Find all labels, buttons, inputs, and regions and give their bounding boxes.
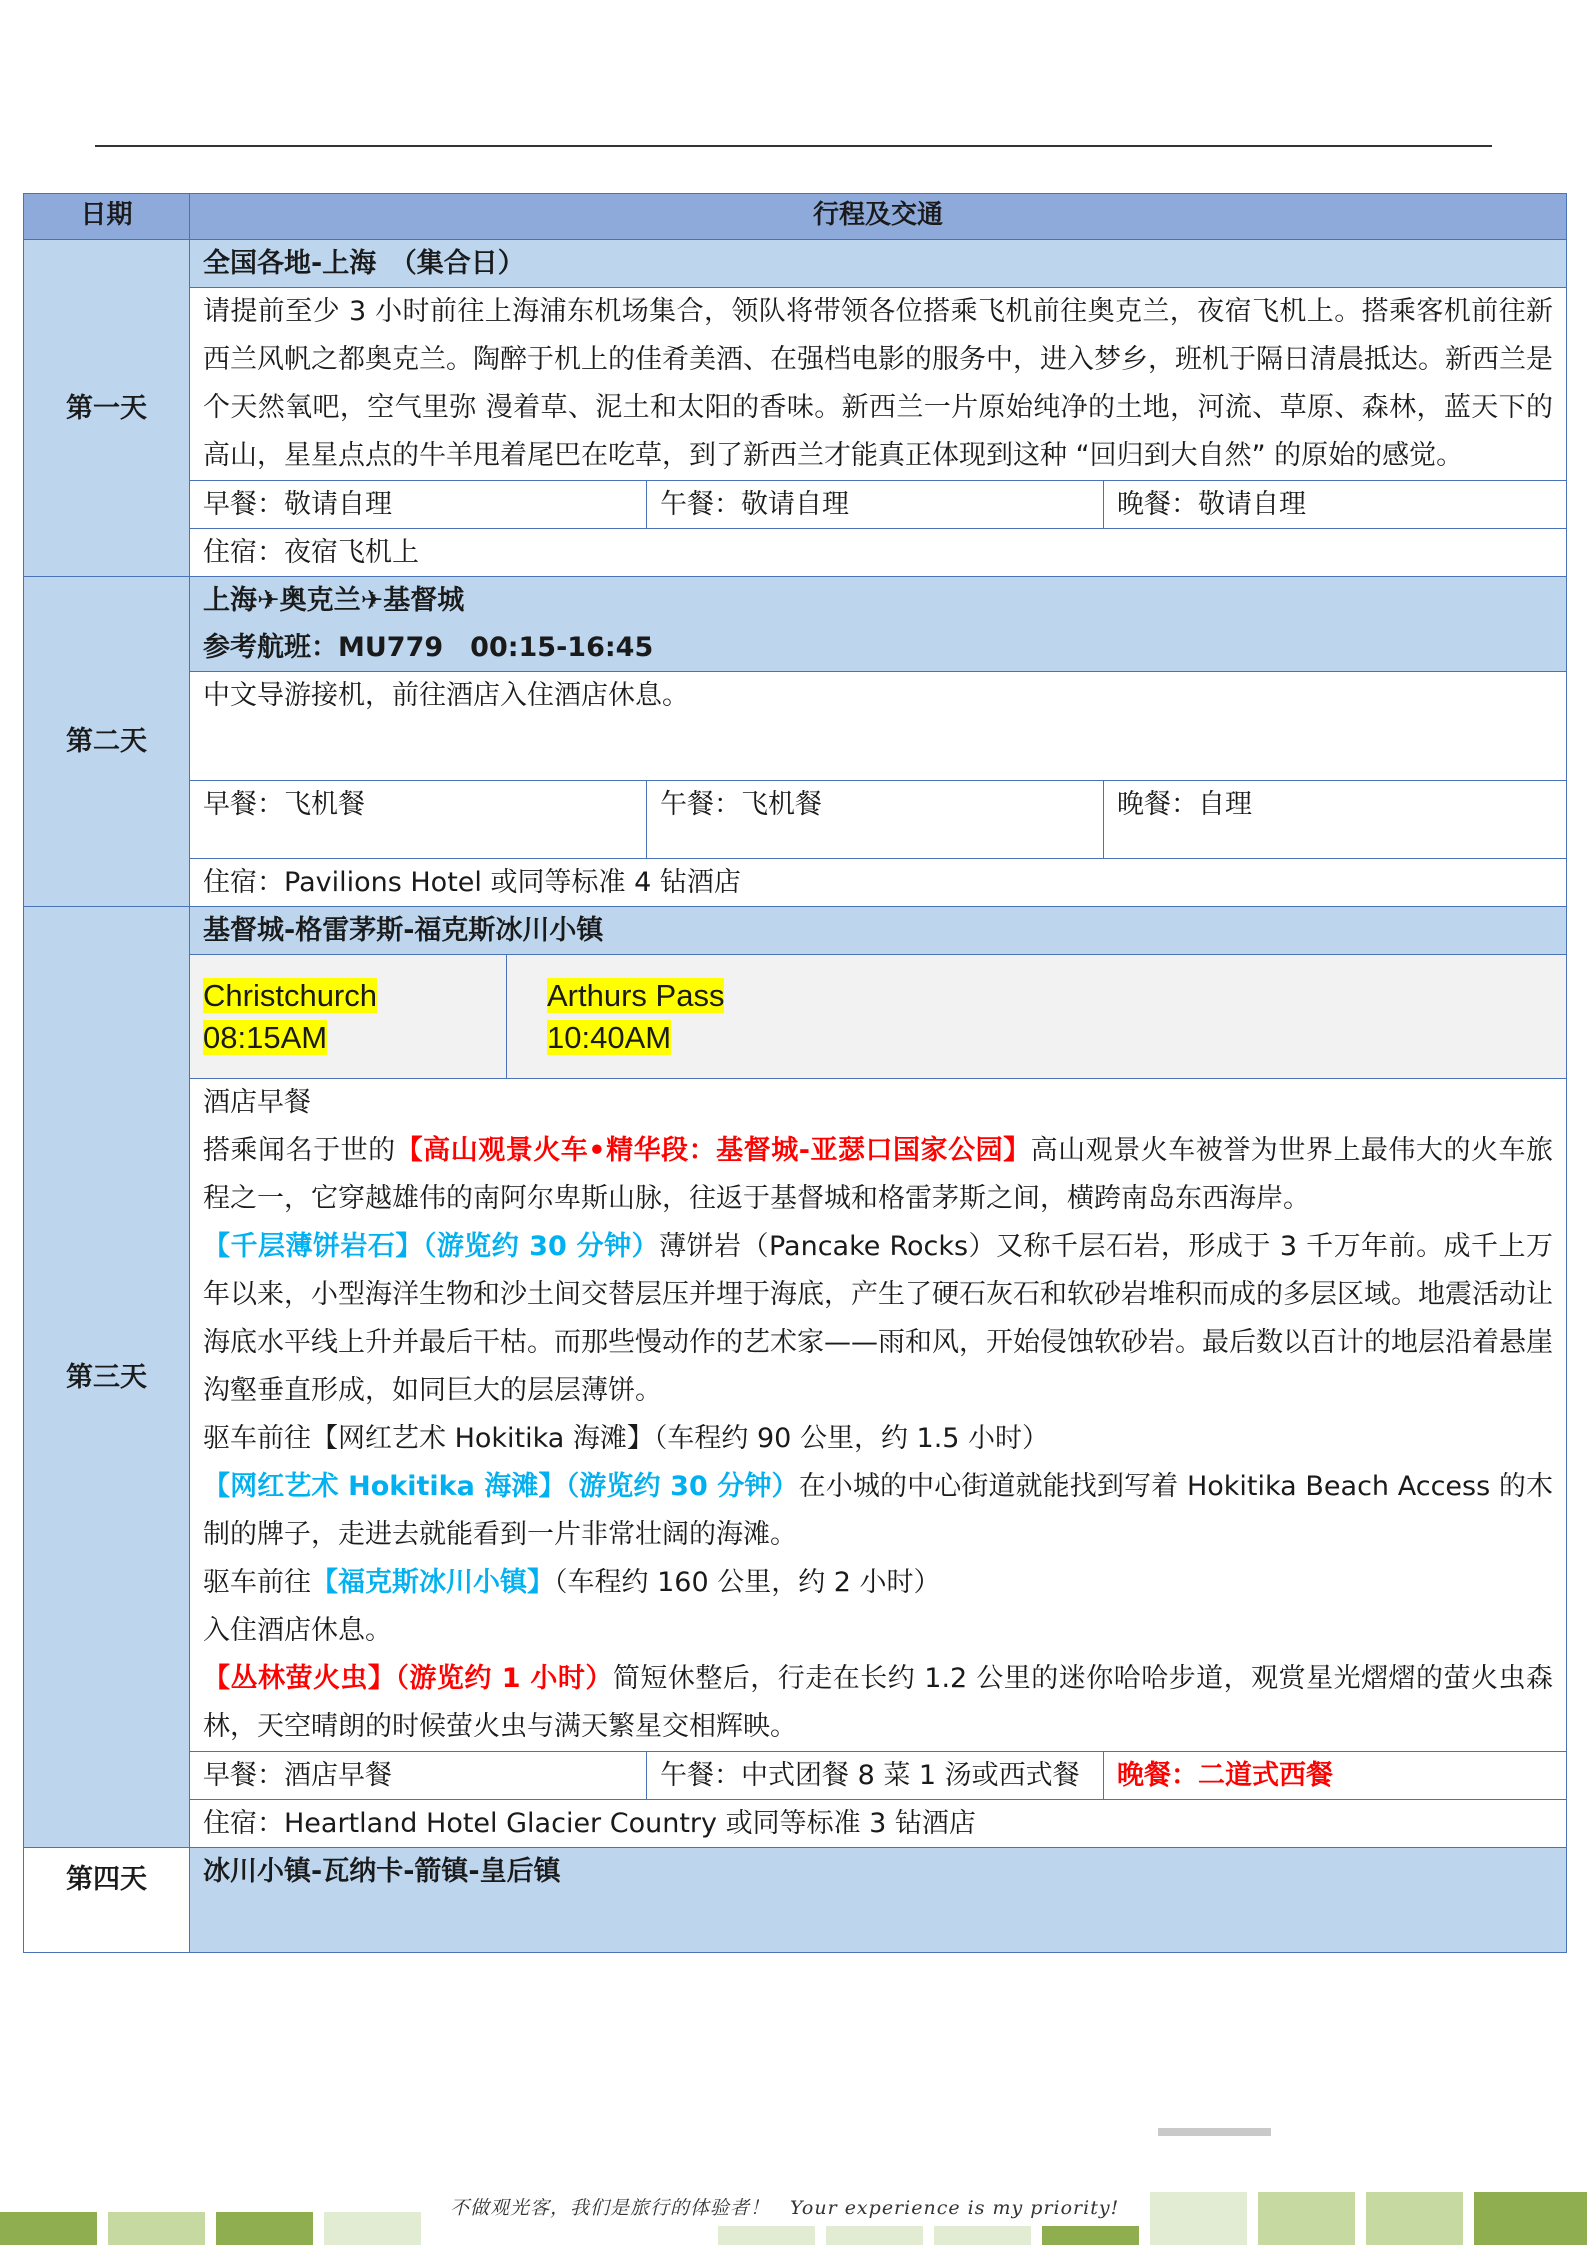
day1-breakfast: 早餐：敬请自理 [190, 481, 647, 528]
day3-meal-row [24, 1752, 1567, 1800]
itinerary-table [23, 193, 1567, 1953]
deco-square [826, 2226, 923, 2245]
deco-square [1150, 2192, 1247, 2245]
day3-hotel: 住宿：Heartland Hotel Glacier Country 或同等标准 3 钻酒店 [190, 1800, 1567, 1848]
day1-text: 请提前至少 3 小时前往上海浦东机场集合，领队将带领各位搭乘飞机前往奥克兰，夜宿飞机上。搭乘客机前往新西兰风帆之都奥克兰。陶醉于机上的佳肴美酒、在强档电影的服务中，进入梦乡，班机于隔日清晨抵达。新西兰是个天然氧吧，空气里弥 漫着草、泥土和太阳的香味。新西兰一片原始纯净的土地，河流、草原、森林，蓝天下的高山，星星点点的牛羊甩着尾巴在吃草，到了新西兰才能真正体现到这种 “回归到大自然” 的原始的感觉。 [190, 288, 1567, 481]
day3-text-row [24, 1079, 1567, 1752]
day1-dinner: 晚餐：敬请自理 [1117, 489, 1306, 520]
day2-text: 中文导游接机，前往酒店入住酒店休息。 [190, 672, 1567, 781]
day2-lunch: 午餐：飞机餐 [647, 781, 1104, 858]
day3-text [190, 1079, 1567, 1752]
day1-lunch: 午餐：敬请自理 [647, 481, 1104, 528]
day3-breakfast: 早餐：酒店早餐 [190, 1752, 647, 1799]
header-rule [95, 145, 1492, 147]
deco-square [108, 2212, 205, 2245]
deco-square [1258, 2192, 1355, 2245]
header-date: 日期 [24, 194, 190, 240]
day3-label: 第三天 [24, 907, 190, 1848]
day2-dinner: 晚餐：自理 [1117, 789, 1252, 820]
deco-square [1042, 2226, 1139, 2245]
day3-title-row [24, 907, 1567, 955]
day1-hotel-row [24, 529, 1567, 577]
day2-hotel-row [24, 859, 1567, 907]
deco-square [216, 2212, 313, 2245]
table-header-row [24, 194, 1567, 240]
day4-title-row [24, 1848, 1567, 1953]
day2-hotel: 住宿：Pavilions Hotel 或同等标准 4 钻酒店 [190, 859, 1567, 907]
day3-p1: 酒店早餐 [203, 1087, 311, 1118]
day3-title: 基督城-格雷茅斯-福克斯冰川小镇 [190, 907, 1567, 955]
deco-square [0, 2212, 97, 2245]
day3-p6: 驱车前往【福克斯冰川小镇】（车程约 160 公里，约 2 小时） [203, 1567, 941, 1598]
train-from-time: 08:15AM [203, 1020, 328, 1055]
day2-text-row [24, 672, 1567, 781]
day1-text-row [24, 288, 1567, 481]
day3-p8: 【丛林萤火虫】（游览约 1 小时）简短休整后，行走在长约 1.2 公里的迷你哈哈步道，观赏星光熠熠的萤火虫森林，天空晴朗的时候萤火虫与满天繁星交相辉映。 [203, 1663, 1553, 1742]
header-itinerary: 行程及交通 [190, 194, 1567, 240]
day3-p3: 【千层薄饼岩石】（游览约 30 分钟）薄饼岩（Pancake Rocks）又称千层石岩，形成于 3 千万年前。成千上万年以来，小型海洋生物和沙土间交替层压并埋于海底，产生了硬石灰石和软砂岩堆积而成的多层区域。地震活动让海底水平线上升并最后干枯。而那些慢动作的艺术家——雨和风，开始侵蚀软砂岩。最后数以百计的地层沿着悬崖沟壑垂直形成，如同巨大的层层薄饼。 [203, 1231, 1553, 1406]
day1-title: 全国各地-上海 （集合日） [190, 240, 1567, 288]
day1-title-row [24, 240, 1567, 288]
day1-label: 第一天 [24, 240, 190, 577]
deco-square [1474, 2192, 1587, 2245]
deco-square [718, 2226, 815, 2245]
day4-title: 冰川小镇-瓦纳卡-箭镇-皇后镇 [190, 1848, 1567, 1953]
day4-label: 第四天 [24, 1848, 190, 1953]
train-to-station: Arthurs Pass [547, 978, 725, 1013]
day2-label: 第二天 [24, 577, 190, 907]
day1-hotel: 住宿：夜宿飞机上 [190, 529, 1567, 577]
day3-train-row [24, 955, 1567, 1079]
day3-p5: 【网红艺术 Hokitika 海滩】（游览约 30 分钟）在小城的中心街道就能找到写着 Hokitika Beach Access 的木制的牌子，走进去就能看到一片非常壮阔的海滩。 [203, 1471, 1553, 1550]
day3-dinner: 晚餐：二道式西餐 [1117, 1760, 1333, 1791]
day3-p7: 入住酒店休息。 [203, 1615, 392, 1646]
day2-breakfast: 早餐：飞机餐 [190, 781, 647, 858]
day2-title: 上海✈奥克兰✈基督城 [203, 585, 465, 616]
day3-lunch: 午餐：中式团餐 8 菜 1 汤或西式餐 [647, 1752, 1104, 1799]
day3-p2: 搭乘闻名于世的【高山观景火车•精华段：基督城-亚瑟口国家公园】高山观景火车被誉为世界上最伟大的火车旅程之一，它穿越雄伟的南阿尔卑斯山脉，往返于基督城和格雷茅斯之间，横跨南岛东西海岸。 [203, 1135, 1554, 1214]
day2-meal-row [24, 781, 1567, 859]
deco-square [1366, 2192, 1463, 2245]
deco-square [324, 2212, 421, 2245]
train-from-station: Christchurch [203, 978, 377, 1013]
deco-square [934, 2226, 1031, 2245]
footer-divider [1158, 2128, 1271, 2136]
day1-meal-row [24, 481, 1567, 529]
footer-slogan: 不做观光客，我们是旅行的体验者！ Your experience is my priority! [450, 2197, 1120, 2219]
train-schedule-box [190, 955, 1566, 1078]
day2-title-row [24, 577, 1567, 672]
day3-hotel-row [24, 1800, 1567, 1848]
train-to-time: 10:40AM [547, 1020, 672, 1055]
day3-p4: 驱车前往【网红艺术 Hokitika 海滩】（车程约 90 公里，约 1.5 小时） [203, 1423, 1050, 1454]
day2-flight: 参考航班：MU779 00:15-16:45 [203, 632, 654, 663]
